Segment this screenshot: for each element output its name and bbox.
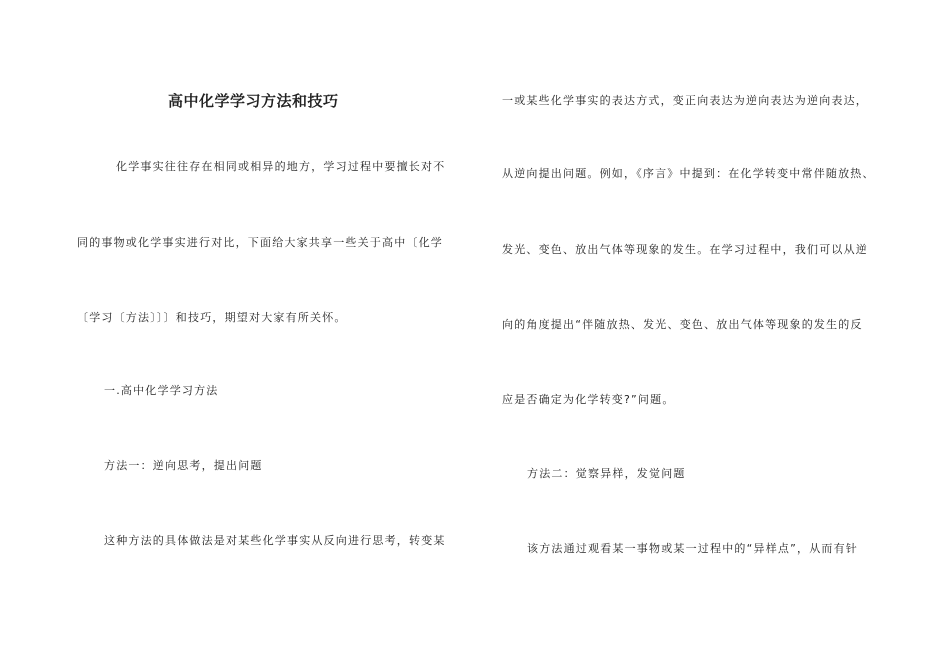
document-title: 高中化学学习方法和技巧 bbox=[168, 92, 339, 110]
right-line-1: 一或某些化学事实的表达方式，变正向表达为逆向表达为逆向表达， bbox=[502, 94, 868, 107]
left-line-2: 同的事物或化学事实进行对比，下面给大家共享一些关于高中〔化学 bbox=[77, 236, 443, 249]
left-line-6: 这种方法的具体做法是对某些化学事实从反向进行思考，转变某 bbox=[104, 534, 446, 547]
left-line-3: 〔学习〔方法〕〕〕和技巧，期望对大家有所关怀。 bbox=[77, 311, 347, 324]
right-line-4: 向的角度提出“伴随放热、发光、变色、放出气体等现象的发生的反 bbox=[502, 318, 863, 331]
left-method-heading: 方法一：逆向思考，提出问题 bbox=[104, 459, 263, 472]
right-line-7: 该方法通过观看某一事物或某一过程中的“异样点”，从而有针 bbox=[527, 542, 858, 555]
right-line-3: 发光、变色、放出气体等现象的发生。在学习过程中，我们可以从逆 bbox=[502, 243, 868, 256]
right-method-heading: 方法二：觉察异样，发觉问题 bbox=[527, 467, 686, 480]
right-line-5: 应是否确定为化学转变?”问题。 bbox=[502, 393, 675, 406]
right-line-2: 从逆向提出问题。例如，《序言》中提到：在化学转变中常伴随放热、 bbox=[502, 167, 875, 180]
left-line-1: 化学事实往往存在相同或相异的地方，学习过程中要擅长对不 bbox=[116, 160, 446, 173]
left-section-heading: 一.高中化学学习方法 bbox=[104, 384, 219, 397]
